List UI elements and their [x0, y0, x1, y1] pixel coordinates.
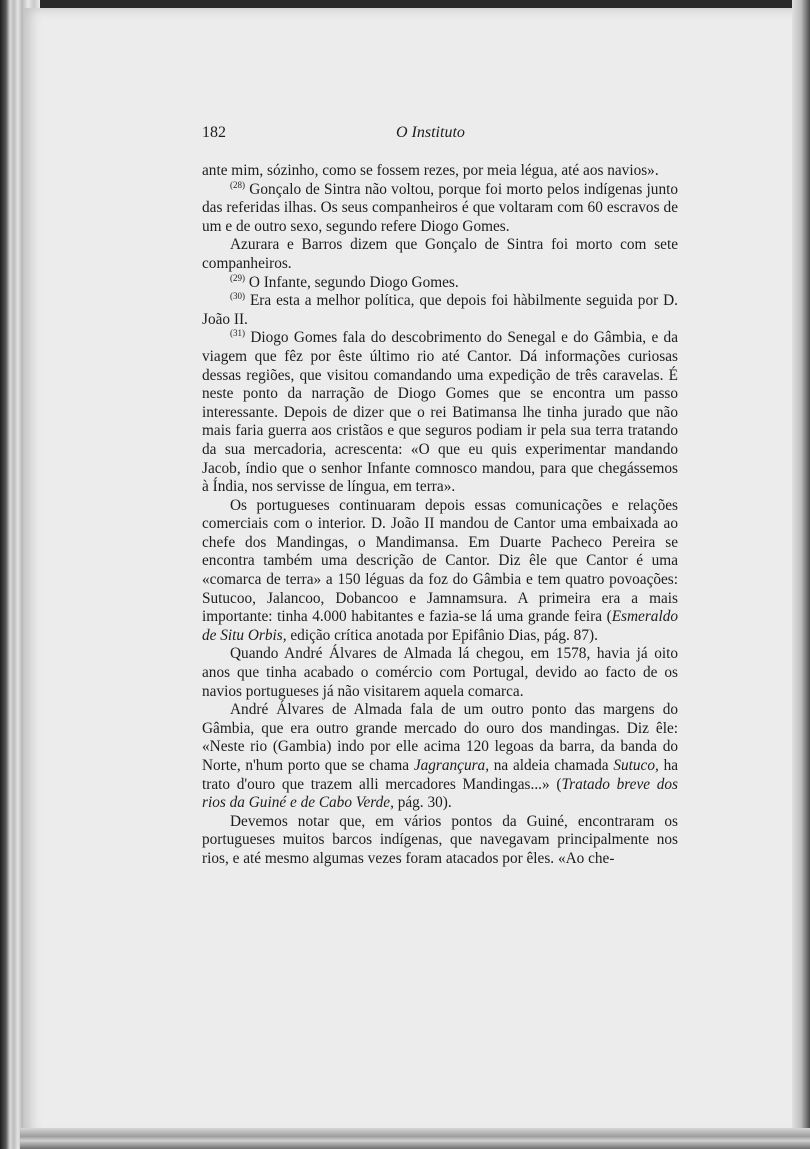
paragraph-text: Azurara e Barros dizem que Gonçalo de Sintra foi morto com sete companheiros. [202, 236, 678, 272]
paragraph-almada-1578 [202, 645, 678, 701]
paragraph-text: André Álvares de Almada fala de um outro ponto das margens do Gâmbia, que era outro grande mercado do ouro dos mandingas. Diz êle: «Neste rio (Gambia) indo por elle acima 120 legoas da barra, da banda do Norte, n'hum porto que se chama [202, 701, 678, 774]
page-text-block [202, 124, 678, 869]
footnote-30 [202, 292, 678, 329]
book-title-esmeraldo: Esmeraldo de Situ Orbis, [202, 608, 678, 644]
paragraph-gambia-market [202, 701, 678, 813]
footnote-29 [202, 274, 678, 293]
paragraph-text: ante mim, sózinho, como se fossem rezes, por meia légua, até aos navios». [202, 162, 659, 179]
paragraph-azurara [202, 236, 678, 273]
page-header [202, 124, 678, 146]
place-jagrancura: Jagrançura, [413, 757, 490, 774]
running-title: O Instituto [396, 124, 465, 141]
paragraph-text: Gonçalo de Sintra não voltou, porque foi morto pelos indígenas junto das referidas ilhas. Os seus companheiros é que voltaram com 60 escravos de um e de outro sexo, segundo refere Diogo Gomes. [202, 180, 678, 235]
paragraph-text: Os portugueses continuaram depois essas comunicações e relações comerciais com o interior. D. João II mandou de Cantor uma embaixada ao chefe dos Mandingas, o Mandimansa. Em Duarte Pacheco Pereira se encontra também uma descrição de Cantor. Diz êle que Cantor é uma «comarca de terra» a 150 léguas da foz do Gâmbia e tem quatro povoações: Sutucoo, Jalancoo, Dobancoo e Jamnamsura. A primeira era a mais importante: tinha 4.000 habitantes e fazia-se lá uma grande feira ( [202, 496, 678, 626]
footnote-31 [202, 329, 678, 496]
paragraph-text: Era esta a melhor política, que depois foi hàbilmente seguida por D. João II. [202, 292, 678, 328]
paragraph-text: ha trato d'ouro que trazem alli mercadores Mandingas...» ( [202, 757, 679, 793]
page-bottom-edge [20, 1128, 810, 1149]
paragraph-cantor [202, 497, 678, 646]
paragraph-text: pág. 30). [393, 794, 452, 812]
footnote-28 [202, 181, 678, 237]
paragraph-text: Diogo Gomes fala do descobrimento do Senegal e do Gâmbia, e da viagem que fêz por êste último rio até Cantor. Dá informações curiosas dessas regiões, que visitou comandando uma expedição de três caravelas. É neste ponto da narração de Diogo Gomes que se encontra um passo interessante. Depois de dizer que o rei Batimansa lhe tinha jurado que não mais faria guerra aos cristãos e que seguros podiam ir pela sua terra tratando da sua mercadoria, acrescenta: «O que eu quis experimentar mandando Jacob, índio que o senhor Infante comnosco mandou, para que chegássemos à Índia, nos servisse de língua, em terra». [202, 329, 679, 496]
note-marker: (29) [230, 272, 245, 283]
paragraph-text: Devemos notar que, em vários pontos da Guiné, encontraram os portugueses muitos barcos indígenas, que navegavam principalmente nos rios, e até mesmo algumas vezes foram atacados por êles. «Ao che- [202, 812, 678, 867]
note-marker: (28) [230, 179, 245, 190]
paragraph-text: na aldeia chamada [489, 757, 614, 774]
note-marker: (31) [230, 328, 245, 339]
page-right-edge [792, 0, 810, 1149]
note-marker: (30) [230, 291, 245, 302]
paragraph-text: Quando André Álvares de Almada lá chegou, em 1578, havia já oito anos que tinha acabado o comércio com Portugal, devido ao facto de os navios portugueses já não visitarem aquela comarca. [202, 645, 678, 700]
paragraph-text: edição crítica anotada por Epifânio Dias, pág. 87). [286, 626, 598, 644]
paragraph-text: O Infante, segundo Diogo Gomes. [248, 273, 459, 291]
page-number: 182 [202, 124, 226, 141]
place-sutuco: Sutuco, [613, 757, 659, 774]
book-title-tratado: Tratado breve dos rios da Guiné e de Cabo Verde, [202, 775, 679, 812]
paragraph-continuation [202, 162, 678, 181]
paragraph-barcos [202, 813, 678, 869]
